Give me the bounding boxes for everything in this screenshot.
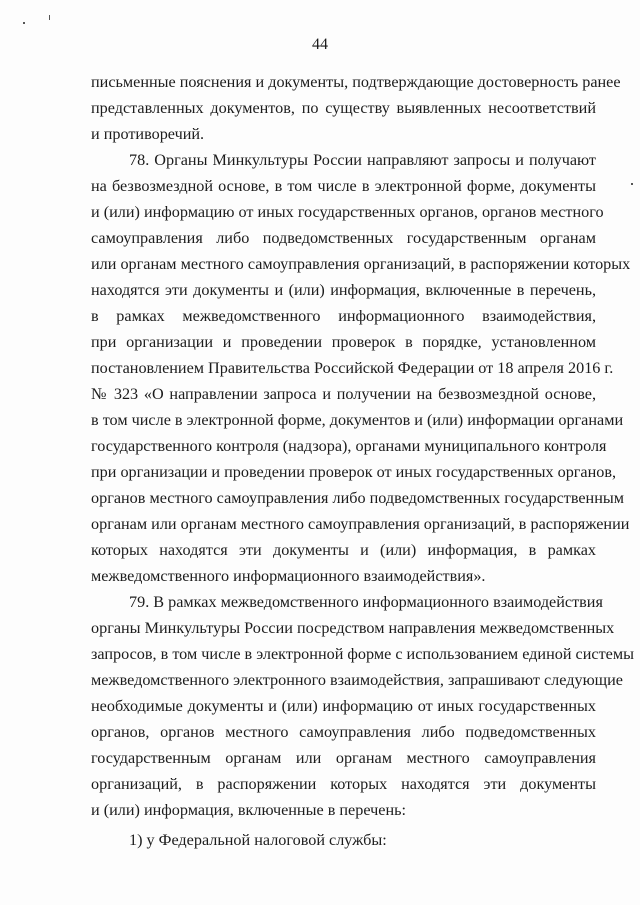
text-line: запросов, в том числе в электронной форме с использованием единой системы bbox=[91, 645, 634, 663]
list-item-1: 1) у Федеральной налоговой службы: bbox=[129, 831, 387, 849]
scan-speck bbox=[631, 183, 633, 185]
text-line: межведомственного информационного взаимодействия». bbox=[91, 567, 486, 585]
text-line: и противоречий. bbox=[91, 125, 205, 143]
text-line: необходимые документы и (или) информацию от иных государственных bbox=[91, 697, 596, 715]
paragraph-78-start: 78. Органы Минкультуры России направляют запросы и получают bbox=[129, 151, 596, 169]
text-line: при организации и проведении проверок в порядке, установленном bbox=[91, 333, 596, 351]
paragraph-79-start: 79. В рамках межведомственного информационного взаимодействия bbox=[129, 593, 603, 611]
text-line: при организации и проведении проверок от иных государственных органов, bbox=[91, 463, 617, 481]
text-line: органов, органов местного самоуправления либо подведомственных bbox=[91, 723, 596, 741]
text-line: организаций, в распоряжении которых находятся эти документы bbox=[91, 775, 596, 793]
scan-speck bbox=[49, 15, 50, 20]
text-line: государственным органам или органам местного самоуправления bbox=[91, 749, 596, 767]
text-line: государственного контроля (надзора), органами муниципального контроля bbox=[91, 437, 607, 455]
scan-speck bbox=[23, 22, 25, 24]
text-line: которых находятся эти документы и (или) информация, в рамках bbox=[91, 541, 596, 559]
text-line: № 323 «О направлении запроса и получении на безвозмездной основе, bbox=[91, 385, 596, 403]
text-line: находятся эти документы и (или) информация, включенные в перечень, bbox=[91, 281, 596, 299]
text-line: в том числе в электронной форме, документов и (или) информации органами bbox=[91, 411, 624, 429]
text-line: и (или) информацию от иных государственных органов, органов местного bbox=[91, 203, 604, 221]
text-line: на безвозмездной основе, в том числе в электронной форме, документы bbox=[91, 177, 596, 195]
text-line: межведомственного электронного взаимодействия, запрашивают следующие bbox=[91, 671, 623, 689]
text-line: в рамках межведомственного информационного взаимодействия, bbox=[91, 307, 596, 325]
page-number: 44 bbox=[312, 36, 328, 53]
text-line: письменные пояснения и документы, подтверждающие достоверность ранее bbox=[91, 73, 621, 91]
text-line: органы Минкультуры России посредством направления межведомственных bbox=[91, 619, 615, 637]
text-line: или органам местного самоуправления организаций, в распоряжении которых bbox=[91, 255, 631, 273]
text-line: самоуправления либо подведомственных государственным органам bbox=[91, 229, 596, 247]
text-line: и (или) информация, включенные в перечень: bbox=[91, 801, 406, 819]
text-line: органов местного самоуправления либо подведомственных государственным bbox=[91, 489, 625, 507]
text-line: представленных документов, по существу выявленных несоответствий bbox=[91, 99, 596, 117]
text-line: органам или органам местного самоуправления организаций, в распоряжении bbox=[91, 515, 630, 533]
text-line: постановлением Правительства Российской Федерации от 18 апреля 2016 г. bbox=[91, 359, 614, 377]
